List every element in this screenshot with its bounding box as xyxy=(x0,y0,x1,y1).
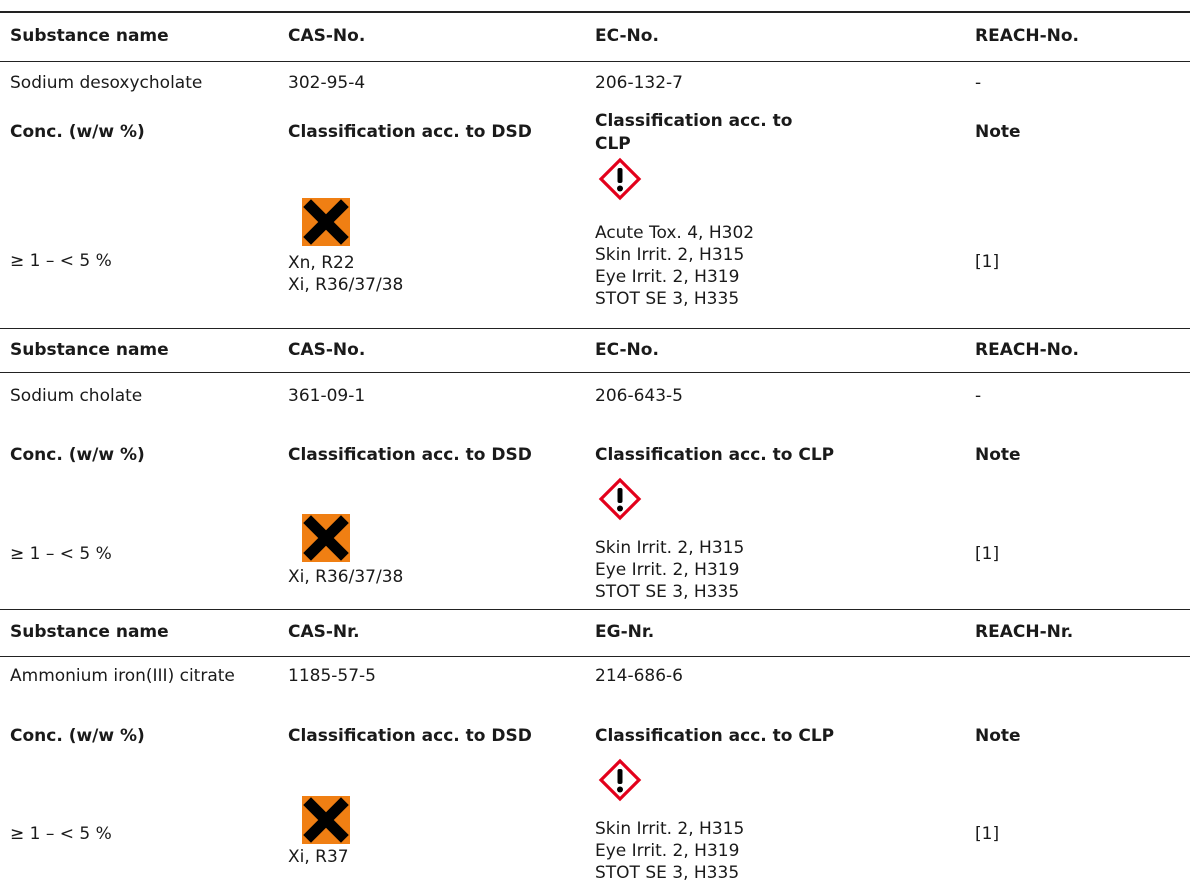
reach-number: - xyxy=(975,386,982,406)
exclamation-mark-ghs07-icon xyxy=(598,758,642,802)
clp-line: Eye Irrit. 2, H319 xyxy=(595,841,740,861)
table-rule xyxy=(0,328,1190,329)
table-rule xyxy=(0,61,1190,62)
ec-number: 206-643-5 xyxy=(595,386,683,406)
ec-number: 206-132-7 xyxy=(595,73,683,93)
clp-line: Skin Irrit. 2, H315 xyxy=(595,819,745,839)
header-conc: Conc. (w/w %) xyxy=(10,122,145,142)
header-class-dsd: Classification acc. to DSD xyxy=(288,726,532,746)
header-class-clp: Classification acc. to CLP xyxy=(595,445,835,465)
clp-classification xyxy=(595,818,744,884)
header-class-clp-line1: Classification acc. to xyxy=(595,111,793,131)
header-class-clp-line2: CLP xyxy=(595,134,631,154)
clp-line: Skin Irrit. 2, H315 xyxy=(595,245,745,265)
clp-line: STOT SE 3, H335 xyxy=(595,863,740,883)
header-cas-no: CAS-No. xyxy=(288,340,366,360)
substance-name: Sodium desoxycholate xyxy=(10,73,203,93)
clp-line: STOT SE 3, H335 xyxy=(595,289,740,309)
header-note: Note xyxy=(975,445,1021,465)
dsd-line: Xi, R37 xyxy=(288,847,349,867)
table-rule xyxy=(0,372,1190,373)
note-ref: [1] xyxy=(975,824,1000,844)
header-substance-name: Substance name xyxy=(10,622,169,642)
substance-name: Ammonium iron(III) citrate xyxy=(10,666,235,686)
dsd-classification xyxy=(288,566,403,588)
header-reach-no: REACH-No. xyxy=(975,26,1079,46)
table-rule xyxy=(0,656,1190,657)
dsd-line: Xi, R36/37/38 xyxy=(288,275,404,295)
header-class-dsd: Classification acc. to DSD xyxy=(288,445,532,465)
header-note: Note xyxy=(975,122,1021,142)
harmful-irritant-x-icon xyxy=(302,514,350,562)
header-class-clp: Classification acc. to CLP xyxy=(595,726,835,746)
header-conc: Conc. (w/w %) xyxy=(10,726,145,746)
ec-number: 214-686-6 xyxy=(595,666,683,686)
header-note: Note xyxy=(975,726,1021,746)
header-cas-nr: CAS-Nr. xyxy=(288,622,360,642)
header-eg-nr: EG-Nr. xyxy=(595,622,655,642)
reach-number: - xyxy=(975,73,982,93)
header-ec-no: EC-No. xyxy=(595,340,659,360)
header-cas-no: CAS-No. xyxy=(288,26,366,46)
cas-number: 302-95-4 xyxy=(288,73,366,93)
header-conc: Conc. (w/w %) xyxy=(10,445,145,465)
concentration: ≥ 1 – < 5 % xyxy=(10,824,112,844)
clp-classification xyxy=(595,222,754,310)
clp-line: STOT SE 3, H335 xyxy=(595,582,740,602)
concentration: ≥ 1 – < 5 % xyxy=(10,544,112,564)
clp-line: Eye Irrit. 2, H319 xyxy=(595,560,740,580)
table-rule xyxy=(0,11,1190,13)
dsd-line: Xn, R22 xyxy=(288,253,355,273)
note-ref: [1] xyxy=(975,252,1000,272)
clp-line: Acute Tox. 4, H302 xyxy=(595,223,755,243)
clp-classification xyxy=(595,537,744,603)
dsd-line: Xi, R36/37/38 xyxy=(288,567,404,587)
clp-line: Skin Irrit. 2, H315 xyxy=(595,538,745,558)
header-ec-no: EC-No. xyxy=(595,26,659,46)
concentration: ≥ 1 – < 5 % xyxy=(10,251,112,271)
table-rule xyxy=(0,609,1190,610)
header-substance-name: Substance name xyxy=(10,340,169,360)
harmful-irritant-x-icon xyxy=(302,198,350,246)
dsd-classification xyxy=(288,846,349,868)
exclamation-mark-ghs07-icon xyxy=(598,157,642,201)
dsd-classification xyxy=(288,252,403,296)
header-class-dsd: Classification acc. to DSD xyxy=(288,122,532,142)
header-substance-name: Substance name xyxy=(10,26,169,46)
harmful-irritant-x-icon xyxy=(302,796,350,844)
clp-line: Eye Irrit. 2, H319 xyxy=(595,267,740,287)
cas-number: 1185-57-5 xyxy=(288,666,376,686)
header-reach-no: REACH-No. xyxy=(975,340,1079,360)
cas-number: 361-09-1 xyxy=(288,386,366,406)
note-ref: [1] xyxy=(975,544,1000,564)
exclamation-mark-ghs07-icon xyxy=(598,477,642,521)
substance-name: Sodium cholate xyxy=(10,386,143,406)
header-reach-nr: REACH-Nr. xyxy=(975,622,1074,642)
